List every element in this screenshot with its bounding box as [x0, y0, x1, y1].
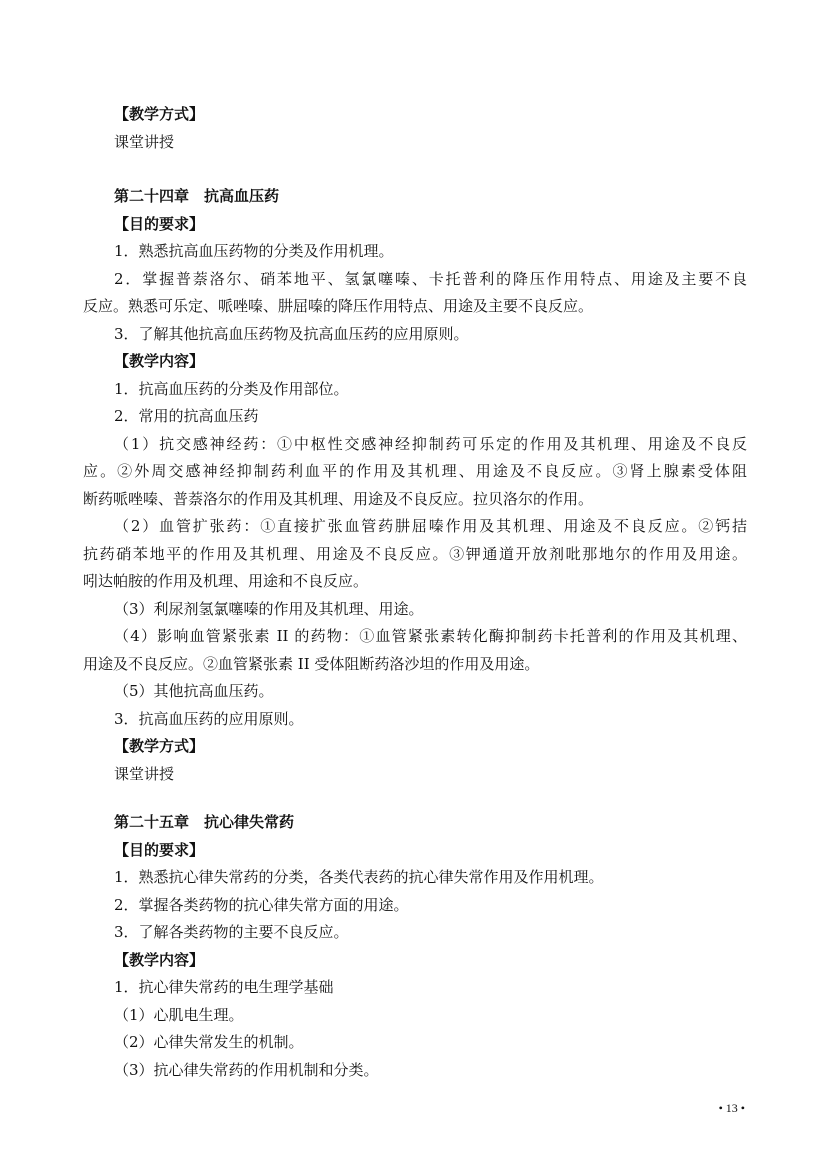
paragraph: （2）血管扩张药：①直接扩张血管药肼屈嗪作用及其机理、用途及不良反应。②钙拮	[114, 517, 747, 535]
paragraph: （1）心肌电生理。	[114, 1005, 244, 1024]
section-heading: 【目的要求】	[114, 840, 205, 859]
paragraph: 断药哌唑嗪、普萘洛尔的作用及其机理、用途及不良反应。拉贝洛尔的作用。	[83, 489, 594, 508]
paragraph: （5）其他抗高血压药。	[114, 682, 274, 700]
chapter-24	[83, 183, 747, 788]
chapter-25	[83, 809, 747, 1084]
paragraph: 1．抗心律失常药的电生理学基础	[114, 978, 334, 996]
page-number: • 13 •	[718, 1101, 745, 1115]
paragraph: 3．了解各类药物的主要不良反应。	[114, 923, 349, 941]
paragraph: （4）影响血管紧张素 II 的药物：①血管紧张素转化酶抑制药卡托普利的作用及其机理、	[114, 627, 747, 645]
paragraph: （3）利尿剂氢氯噻嗪的作用及其机理、用途。	[114, 599, 424, 618]
paragraph: 吲达帕胺的作用及机理、用途和不良反应。	[83, 572, 369, 590]
section-heading: 【目的要求】	[114, 214, 205, 233]
paragraph: （2）心律失常发生的机制。	[114, 1033, 304, 1051]
paragraph: 反应。熟悉可乐定、哌唑嗪、肼屈嗪的降压作用特点、用途及主要不良反应。	[83, 297, 594, 315]
paragraph: 应。②外周交感神经抑制药利血平的作用及其机理、用途及不良反应。③肾上腺素受体阻	[83, 462, 747, 480]
paragraph: 课堂讲授	[114, 132, 175, 151]
paragraph: 课堂讲授	[114, 764, 175, 783]
paragraph: 2．掌握各类药物的抗心律失常方面的用途。	[114, 895, 409, 914]
paragraph: （3）抗心律失常药的作用机制和分类。	[114, 1060, 379, 1079]
chapter-title: 第二十五章 抗心律失常药	[114, 813, 295, 831]
paragraph: 1．抗高血压药的分类及作用部位。	[114, 379, 349, 398]
paragraph: 2．掌握普萘洛尔、硝苯地平、氢氯噻嗪、卡托普利的降压作用特点、用途及主要不良	[114, 269, 747, 288]
paragraph: 3．了解其他抗高血压药物及抗高血压药的应用原则。	[114, 324, 469, 343]
teaching-method-section-prev	[83, 101, 747, 156]
paragraph: 1．熟悉抗心律失常药的分类，各类代表药的抗心律失常作用及作用机理。	[114, 868, 604, 886]
chapter-title: 第二十四章 抗高血压药	[114, 187, 280, 205]
paragraph: 1．熟悉抗高血压药物的分类及作用机理。	[114, 242, 394, 260]
paragraph: 用途及不良反应。②血管紧张素 II 受体阻断药洛沙坦的作用及用途。	[83, 654, 540, 673]
section-heading: 【教学方式】	[114, 105, 205, 123]
paragraph: 抗药硝苯地平的作用及其机理、用途及不良反应。③钾通道开放剂吡那地尔的作用及用途。	[83, 544, 747, 563]
section-heading: 【教学方式】	[114, 737, 205, 755]
paragraph: 2．常用的抗高血压药	[114, 407, 259, 425]
paragraph: （1）抗交感神经药：①中枢性交感神经抑制药可乐定的作用及其机理、用途及不良反	[114, 434, 747, 453]
section-heading: 【教学内容】	[114, 352, 205, 370]
section-heading: 【教学内容】	[114, 950, 205, 969]
paragraph: 3．抗高血压药的应用原则。	[114, 709, 304, 728]
